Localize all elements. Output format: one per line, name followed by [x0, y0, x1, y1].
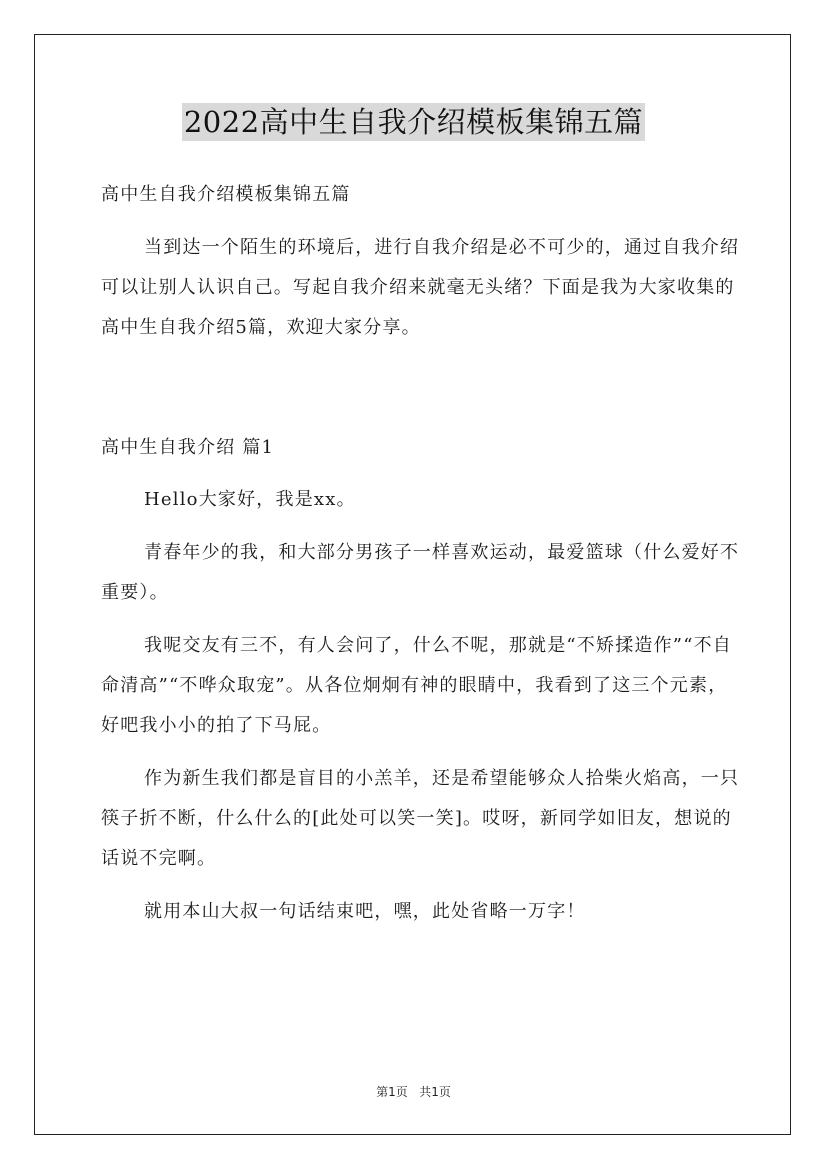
page-number: 第1页 [376, 1085, 408, 1099]
document-subtitle: 高中生自我介绍模板集锦五篇 [101, 184, 351, 205]
title-container [0, 103, 827, 141]
document-body [101, 175, 741, 932]
section-paragraph-2: 青春年少的我，和大部分男孩子一样喜欢运动，最爱篮球（什么爱好不重要）。 [101, 542, 740, 603]
page-footer [0, 1084, 827, 1100]
page-total: 共1页 [419, 1085, 451, 1099]
intro-paragraph: 当到达一个陌生的环境后，进行自我介绍是必不可少的，通过自我介绍可以让别人认识自己。写起自我介绍来就毫无头绪？下面是我为大家收集的高中生自我介绍5篇，欢迎大家分享。 [101, 237, 740, 338]
section-paragraph-3: 我呢交友有三不，有人会问了，什么不呢，那就是“不矫揉造作”“不自命清高”“不哗众取宠”。从各位炯炯有神的眼睛中，我看到了这三个元素，好吧我小小的拍了下马屁。 [101, 635, 733, 736]
section-paragraph-1: Hello大家好，我是xx。 [144, 489, 356, 510]
section-paragraph-4: 作为新生我们都是盲目的小羔羊，还是希望能够众人拾柴火焰高，一只筷子折不断，什么什么的[此处可以笑一笑]。哎呀，新同学如旧友，想说的话说不完啊。 [101, 768, 740, 869]
section-heading: 高中生自我介绍 篇1 [101, 437, 275, 458]
section-paragraph-5: 就用本山大叔一句话结束吧，嘿，此处省略一万字！ [144, 901, 586, 922]
document-title: 2022高中生自我介绍模板集锦五篇 [183, 105, 644, 139]
